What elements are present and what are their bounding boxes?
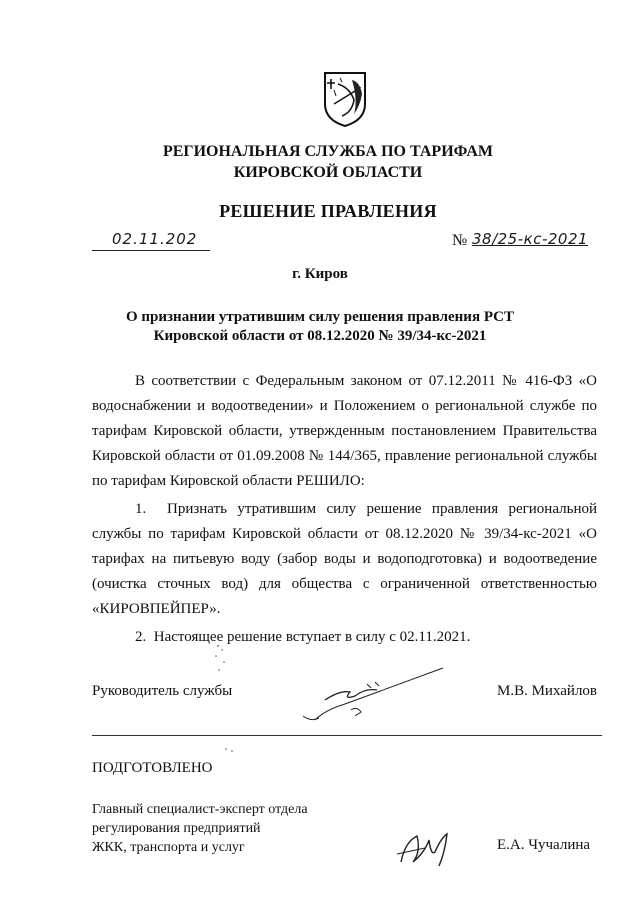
preparer-name: Е.А. Чучалина: [497, 837, 591, 853]
preparer-position-line1: Главный специалист-эксперт отдела: [92, 802, 308, 817]
director-signature-icon: [295, 660, 445, 730]
stamp-dots: [210, 640, 240, 680]
decision-number: 38/25-кс-2021: [472, 230, 589, 248]
prepared-label: ПОДГОТОВЛЕНО: [92, 760, 213, 776]
specialist-signature-icon: [395, 822, 465, 870]
subject-line1: О признании утратившим силу решения правления РСТ: [125, 309, 514, 325]
stamp-dots-small: [222, 742, 242, 752]
decision-date: 02.11.202: [112, 230, 198, 248]
subject-line2: Кировской области от 08.12.2020 № 39/34-кс-2021: [153, 328, 487, 344]
signatory-name: М.В. Михайлов: [497, 683, 598, 699]
preparer-position-line3: ЖКК, транспорта и услуг: [92, 840, 245, 855]
document-title: РЕШЕНИЕ ПРАВЛЕНИЯ: [219, 201, 437, 221]
organization-name-line2: КИРОВСКОЙ ОБЛАСТИ: [233, 164, 423, 181]
organization-name-line1: РЕГИОНАЛЬНАЯ СЛУЖБА ПО ТАРИФАМ: [162, 143, 494, 160]
preparer-position-line2: регулирования предприятий: [92, 821, 261, 836]
coat-of-arms-icon: [322, 70, 368, 128]
decision-item-1: 1. Признать утратившим силу решение правления региональной службы по тарифам Кировской области от 08.12.2020 № 39/34-кс-2021 «О тарифах на питьевую воду (забор воды и водоподготовка) и водоотведение (очистка сточных вод) для общества с ограниченной ответственностью «КИРОВПЕЙПЕР».: [92, 501, 597, 617]
number-label: №: [452, 232, 468, 249]
signatory-role: Руководитель службы: [92, 683, 233, 699]
preparer-position: [92, 800, 308, 857]
decision-subject: [0, 308, 640, 346]
decision-item-2: 2. Настоящее решение вступает в силу с 02.11.2021.: [135, 629, 471, 645]
divider: [92, 735, 602, 736]
city: г. Киров: [292, 266, 348, 282]
preamble-paragraph: В соответствии с Федеральным законом от 07.12.2011 № 416-ФЗ «О водоснабжении и водоотведении» и Положением о региональной службе по тарифам Кировской области, утвержденным постановлением Правительства Кировской области от 01.09.2008 № 144/365, правление региональной службы по тарифам Кировской области РЕШИЛО:: [92, 373, 597, 489]
date-underline: [92, 250, 210, 251]
